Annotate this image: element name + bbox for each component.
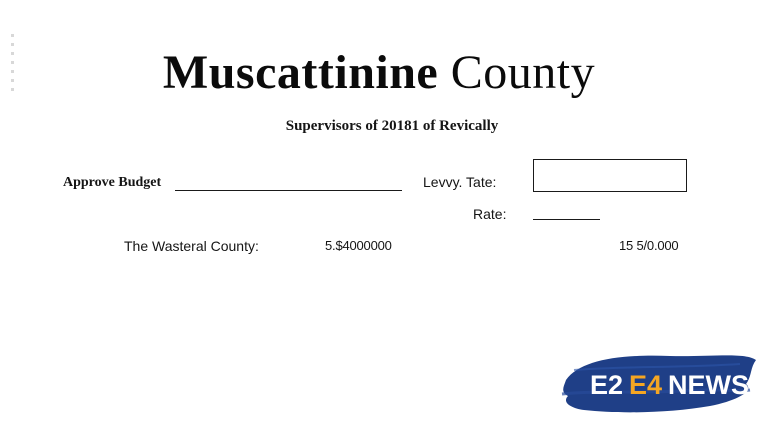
watermark-logo-graphic [560, 350, 758, 416]
title-county-word: County [450, 46, 596, 99]
levy-rate-box [533, 159, 687, 192]
e2e4news-watermark-logo [560, 350, 758, 416]
county-amount: 5.$4000000 [325, 238, 392, 253]
county-label: The Wasteral County: [124, 238, 259, 254]
watermark-logo-news: NEWS [668, 370, 749, 400]
watermark-logo-e4: E4 [629, 370, 663, 400]
title-county-name: Muscattinine [162, 46, 439, 99]
rate-line [533, 219, 600, 220]
approve-budget-line [175, 190, 402, 191]
levy-rate-label: Levvy. Tate: [423, 174, 497, 190]
watermark-logo-e2: E2 [590, 370, 624, 400]
rate-label: Rate: [473, 206, 507, 222]
document-subtitle: Supervisors of 20181 of Revically [285, 118, 499, 134]
approve-budget-label: Approve Budget [63, 175, 162, 190]
right-amount: 15 5/0.000 [619, 238, 679, 253]
document-title [0, 45, 758, 100]
